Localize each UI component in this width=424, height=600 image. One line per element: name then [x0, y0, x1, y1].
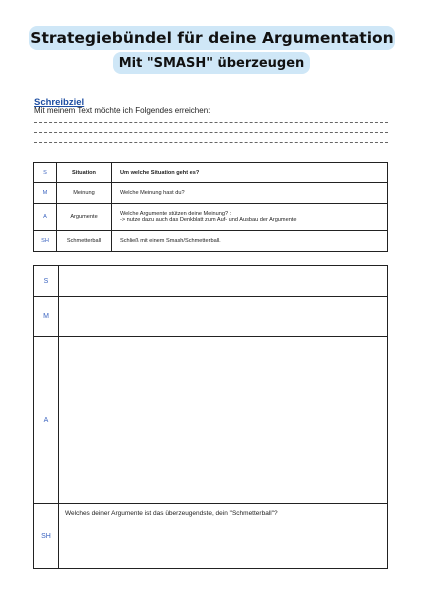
guide-table: [33, 162, 388, 252]
page-title: Strategiebündel für deine Argumentation: [29, 26, 395, 50]
answer-cell-s[interactable]: [59, 266, 388, 297]
letter-cell: A: [34, 204, 57, 231]
letter-cell: S: [34, 266, 59, 297]
writing-line-2[interactable]: [34, 132, 388, 133]
desc-line: -> nutze dazu auch das Denkblatt zum Auf- und Ausbau der Argumente: [120, 217, 297, 223]
desc-cell: Schließ mit einem Smash/Schmetterball.: [112, 231, 388, 252]
letter-cell: M: [34, 183, 57, 204]
table-row: [34, 231, 388, 252]
table-row: [34, 266, 388, 297]
sh-prompt: Welches deiner Argumente ist das überzeugendste, dein "Schmetterball"?: [65, 510, 278, 517]
desc-cell: Welche Meinung hast du?: [112, 183, 388, 204]
answer-cell-a[interactable]: [59, 337, 388, 504]
table-row: [34, 204, 388, 231]
writing-line-3[interactable]: [34, 142, 388, 143]
letter-cell: SH: [34, 231, 57, 252]
page-subtitle: Mit "SMASH" überzeugen: [113, 52, 310, 74]
letter-cell: M: [34, 297, 59, 337]
letter-cell: S: [34, 163, 57, 183]
name-cell: Schmetterball: [57, 231, 112, 252]
name-cell: Argumente: [57, 204, 112, 231]
letter-cell: A: [34, 337, 59, 504]
name-cell: Meinung: [57, 183, 112, 204]
desc-line: Welche Argumente stützen deine Meinung? :: [120, 211, 232, 217]
answer-cell-sh[interactable]: [59, 504, 388, 569]
work-table: [33, 265, 388, 569]
desc-cell: [112, 204, 388, 231]
answer-cell-m[interactable]: [59, 297, 388, 337]
table-row: [34, 297, 388, 337]
table-row: [34, 504, 388, 569]
goal-prompt: Mit meinem Text möchte ich Folgendes erreichen:: [34, 106, 211, 115]
goal-heading: Schreibziel: [34, 97, 85, 108]
header-cell: Um welche Situation geht es?: [112, 163, 388, 183]
table-row: [34, 183, 388, 204]
letter-cell: SH: [34, 504, 59, 569]
table-row: [34, 337, 388, 504]
writing-line-1[interactable]: [34, 122, 388, 123]
table-row: [34, 163, 388, 183]
header-cell: Situation: [57, 163, 112, 183]
